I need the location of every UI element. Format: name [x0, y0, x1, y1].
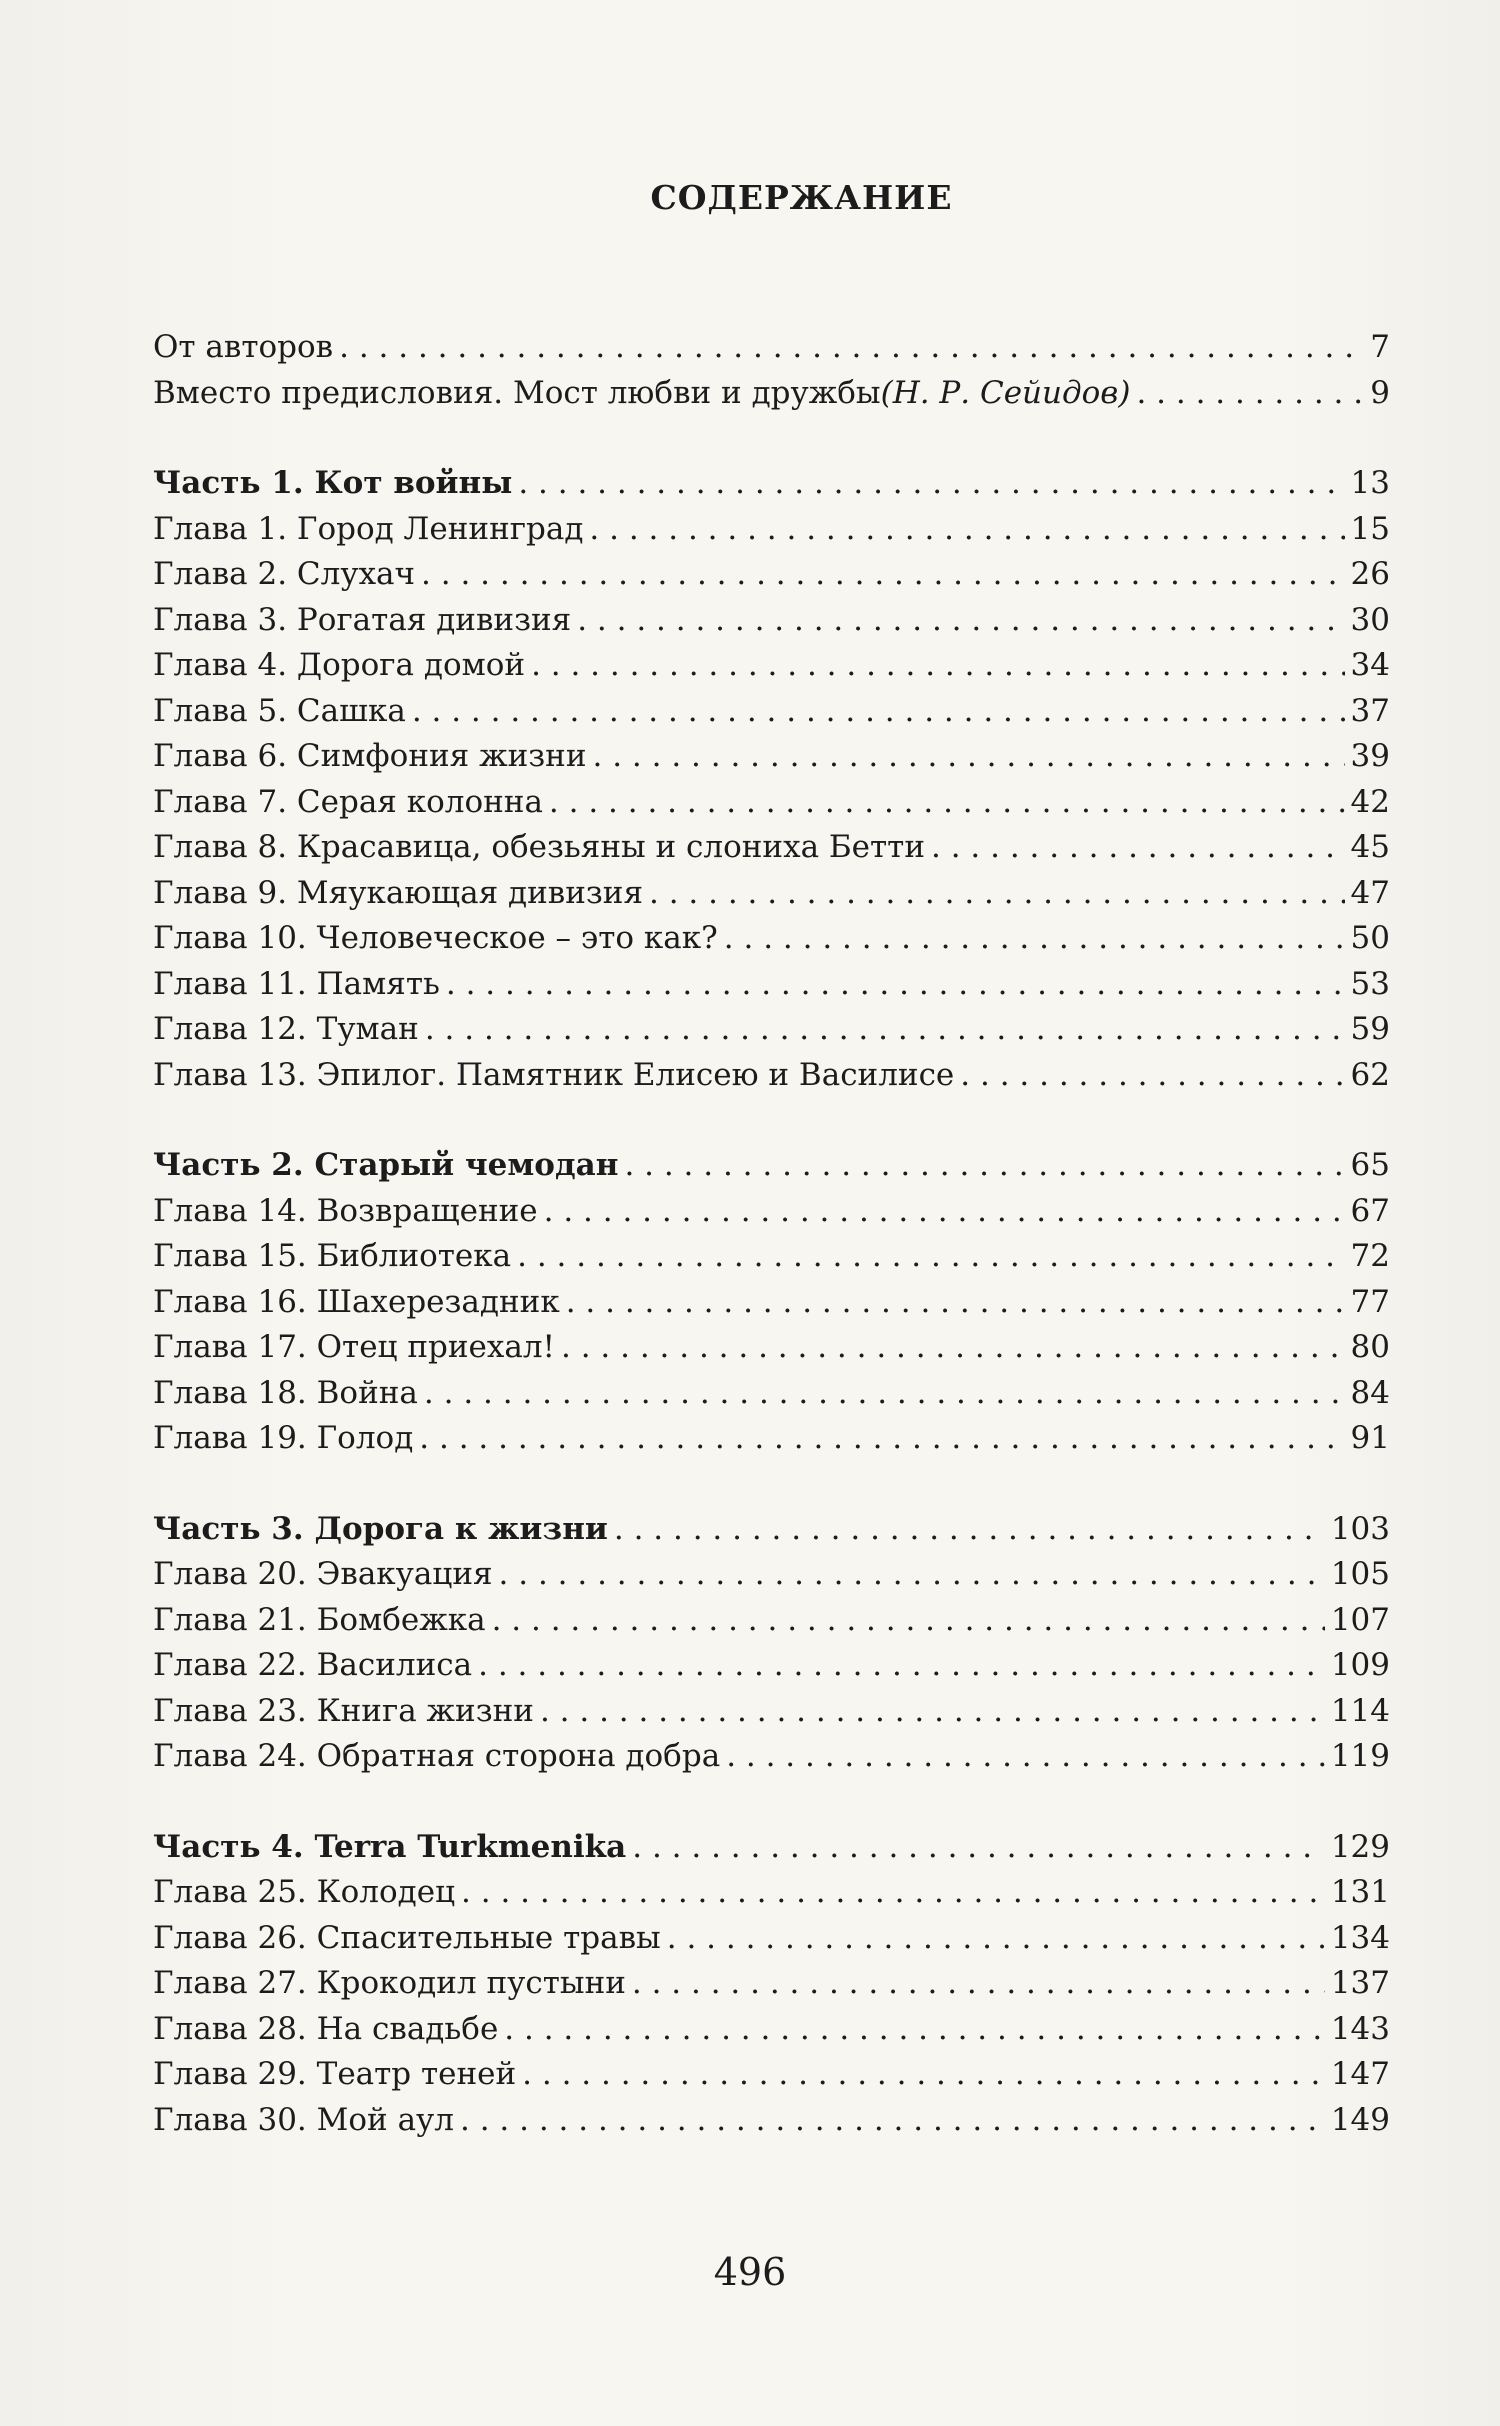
dot-leader — [492, 1598, 1325, 1644]
entry-label: Часть 1. Кот войны — [153, 465, 513, 501]
toc-chapter-entry — [153, 2052, 1390, 2098]
dot-leader — [425, 1007, 1345, 1053]
entry-page-number: 149 — [1330, 2101, 1390, 2138]
toc-chapter-entry — [153, 2007, 1390, 2053]
toc-chapter-entry — [153, 734, 1390, 780]
toc-chapter-entry — [153, 1416, 1390, 1462]
toc-chapter-entry — [153, 507, 1390, 553]
dot-leader — [460, 2098, 1325, 2144]
toc-chapter-entry — [153, 1643, 1390, 1689]
toc-chapter-entry — [153, 1598, 1390, 1644]
toc-chapter-entry — [153, 1734, 1390, 1780]
toc-chapter-entry — [153, 643, 1390, 689]
toc-chapter-entry — [153, 962, 1390, 1008]
toc-chapter-entry — [153, 1053, 1390, 1099]
entry-page-number: 105 — [1330, 1556, 1390, 1592]
entry-label: Глава 1. Город Ленинград — [153, 510, 584, 547]
entry-page-number: 107 — [1330, 1601, 1390, 1638]
entry-page-number: 13 — [1350, 465, 1390, 501]
entry-label: Глава 13. Эпилог. Памятник Елисею и Василисе — [153, 1056, 955, 1093]
toc-part-heading — [153, 1825, 1390, 1871]
section-spacer — [153, 416, 1390, 461]
dot-leader — [544, 1189, 1345, 1235]
toc-chapter-entry — [153, 689, 1390, 735]
dot-leader — [478, 1643, 1325, 1689]
entry-page-number: 62 — [1350, 1056, 1390, 1093]
entry-page-number: 109 — [1330, 1647, 1390, 1683]
dot-leader — [504, 2007, 1325, 2053]
entry-label: Глава 14. Возвращение — [153, 1192, 538, 1229]
entry-page-number: 37 — [1350, 692, 1390, 729]
entry-page-number: 9 — [1370, 374, 1390, 411]
toc-chapter-entry — [153, 1916, 1390, 1962]
toc-chapter-entry — [153, 2098, 1390, 2144]
entry-label: Вместо предисловия. Мост любви и дружбы — [153, 374, 881, 411]
entry-label: Глава 29. Театр теней — [153, 2056, 517, 2092]
table-of-contents — [153, 178, 1390, 2143]
entry-page-number: 42 — [1350, 783, 1390, 820]
toc-chapter-entry — [153, 1552, 1390, 1598]
entry-label: Часть 2. Старый чемодан — [153, 1147, 619, 1183]
entry-label: Глава 5. Сашка — [153, 692, 406, 729]
dot-leader — [632, 1961, 1325, 2007]
entry-label: Глава 24. Обратная сторона добра — [153, 1738, 721, 1774]
entry-page-number: 80 — [1350, 1329, 1390, 1365]
entry-label: Глава 8. Красавица, обезьяны и слониха Бетти — [153, 829, 925, 865]
entry-label: Глава 2. Слухач — [153, 556, 416, 592]
entry-label: Глава 4. Дорога домой — [153, 647, 526, 683]
entry-page-number: 34 — [1350, 647, 1390, 683]
entry-label: Глава 7. Серая колонна — [153, 783, 543, 820]
dot-leader — [412, 689, 1345, 735]
entry-page-number: 65 — [1350, 1147, 1390, 1183]
entry-label: Глава 28. На свадьбе — [153, 2010, 499, 2047]
entry-page-number: 137 — [1330, 1965, 1390, 2001]
toc-chapter-entry — [153, 825, 1390, 871]
entry-page-number: 7 — [1370, 329, 1390, 365]
toc-entry — [153, 371, 1390, 417]
entry-page-number: 72 — [1350, 1238, 1390, 1274]
entry-page-number: 91 — [1350, 1420, 1390, 1456]
dot-leader — [419, 1416, 1344, 1462]
entry-page-number: 103 — [1330, 1510, 1390, 1547]
entry-label: Глава 18. Война — [153, 1374, 418, 1411]
toc-chapter-entry — [153, 1325, 1390, 1371]
entry-label: Глава 27. Крокодил пустыни — [153, 1965, 626, 2001]
entry-label: Глава 16. Шахерезадник — [153, 1283, 560, 1320]
entry-label: Глава 23. Книга жизни — [153, 1692, 534, 1729]
entry-page-number: 30 — [1350, 601, 1390, 638]
toc-chapter-entry — [153, 552, 1390, 598]
entry-label: Глава 12. Туман — [153, 1011, 419, 1047]
entry-page-number: 53 — [1350, 965, 1390, 1002]
dot-leader — [424, 1371, 1345, 1417]
dot-leader — [593, 734, 1345, 780]
entry-page-number: 47 — [1350, 874, 1390, 911]
entry-page-number: 77 — [1350, 1283, 1390, 1320]
entry-label: Глава 9. Мяукающая дивизия — [153, 874, 644, 911]
entry-author: (Н. Р. Сейидов) — [880, 374, 1131, 411]
entry-label: Глава 15. Библиотека — [153, 1238, 512, 1274]
toc-part-heading — [153, 1507, 1390, 1553]
entry-label: Глава 11. Память — [153, 965, 440, 1002]
dot-leader — [561, 1325, 1345, 1371]
dot-leader — [549, 780, 1345, 826]
entry-page-number: 67 — [1350, 1192, 1390, 1229]
dot-leader — [577, 598, 1344, 644]
dot-leader — [632, 1825, 1325, 1871]
section-spacer — [153, 1098, 1390, 1143]
entry-label: Часть 3. Дорога к жизни — [153, 1510, 608, 1547]
dot-leader — [614, 1507, 1325, 1553]
dot-leader — [540, 1689, 1325, 1735]
dot-leader — [589, 507, 1344, 553]
entry-label: Глава 6. Симфония жизни — [153, 738, 587, 774]
page-number: 496 — [713, 2250, 787, 2294]
dot-leader — [461, 1870, 1325, 1916]
entry-page-number: 59 — [1350, 1011, 1390, 1047]
dot-leader — [726, 1734, 1325, 1780]
entry-label: От авторов — [153, 329, 334, 365]
entry-label: Глава 3. Рогатая дивизия — [153, 601, 572, 638]
entry-page-number: 45 — [1350, 829, 1390, 865]
entry-page-number: 129 — [1330, 1828, 1390, 1865]
entry-page-number: 84 — [1350, 1374, 1390, 1411]
dot-leader — [531, 643, 1344, 689]
toc-parts — [153, 416, 1390, 2143]
entry-page-number: 143 — [1330, 2010, 1390, 2047]
entry-page-number: 147 — [1330, 2056, 1390, 2092]
toc-part-heading — [153, 461, 1390, 507]
entry-page-number: 15 — [1350, 510, 1390, 547]
dot-leader — [522, 2052, 1325, 2098]
toc-entry — [153, 325, 1390, 371]
dot-leader — [499, 1552, 1325, 1598]
entry-label: Глава 22. Василиса — [153, 1647, 473, 1683]
toc-chapter-entry — [153, 1870, 1390, 1916]
entry-page-number: 131 — [1330, 1874, 1390, 1910]
entry-page-number: 119 — [1330, 1738, 1390, 1774]
dot-leader — [931, 825, 1345, 871]
dot-leader — [1136, 371, 1364, 417]
section-spacer — [153, 1462, 1390, 1507]
toc-chapter-entry — [153, 1189, 1390, 1235]
toc-chapter-entry — [153, 1007, 1390, 1053]
section-spacer — [153, 1780, 1390, 1825]
toc-chapter-entry — [153, 1371, 1390, 1417]
dot-leader — [517, 1234, 1344, 1280]
entry-label: Глава 10. Человеческое – это как? — [153, 920, 718, 956]
toc-part-heading — [153, 1143, 1390, 1189]
entry-label: Глава 20. Эвакуация — [153, 1556, 493, 1592]
dot-leader — [624, 1143, 1344, 1189]
entry-page-number: 26 — [1350, 556, 1390, 592]
entry-page-number: 39 — [1350, 738, 1390, 774]
toc-chapter-entry — [153, 598, 1390, 644]
entry-label: Глава 17. Отец приехал! — [153, 1329, 555, 1365]
toc-chapter-entry — [153, 1689, 1390, 1735]
entry-label: Глава 26. Спасительные травы — [153, 1919, 661, 1956]
entry-label: Часть 4. Terra Turkmenika — [153, 1828, 627, 1865]
dot-leader — [421, 552, 1345, 598]
dot-leader — [446, 962, 1345, 1008]
entry-label: Глава 19. Голод — [153, 1420, 414, 1456]
toc-chapter-entry — [153, 1961, 1390, 2007]
entry-label: Глава 25. Колодец — [153, 1874, 456, 1910]
toc-chapter-entry — [153, 780, 1390, 826]
entry-page-number: 50 — [1350, 920, 1390, 956]
toc-chapter-entry — [153, 1234, 1390, 1280]
dot-leader — [566, 1280, 1345, 1326]
dot-leader — [667, 1916, 1325, 1962]
toc-chapter-entry — [153, 916, 1390, 962]
dot-leader — [518, 461, 1344, 507]
dot-leader — [724, 916, 1345, 962]
toc-title: СОДЕРЖАНИЕ — [650, 178, 953, 217]
entry-page-number: 134 — [1330, 1919, 1390, 1956]
entry-label: Глава 21. Бомбежка — [153, 1601, 486, 1638]
toc-chapter-entry — [153, 1280, 1390, 1326]
entry-page-number: 114 — [1330, 1692, 1390, 1729]
entry-label: Глава 30. Мой аул — [153, 2101, 454, 2138]
dot-leader — [649, 871, 1345, 917]
dot-leader — [339, 325, 1364, 371]
toc-chapter-entry — [153, 871, 1390, 917]
dot-leader — [960, 1053, 1344, 1099]
